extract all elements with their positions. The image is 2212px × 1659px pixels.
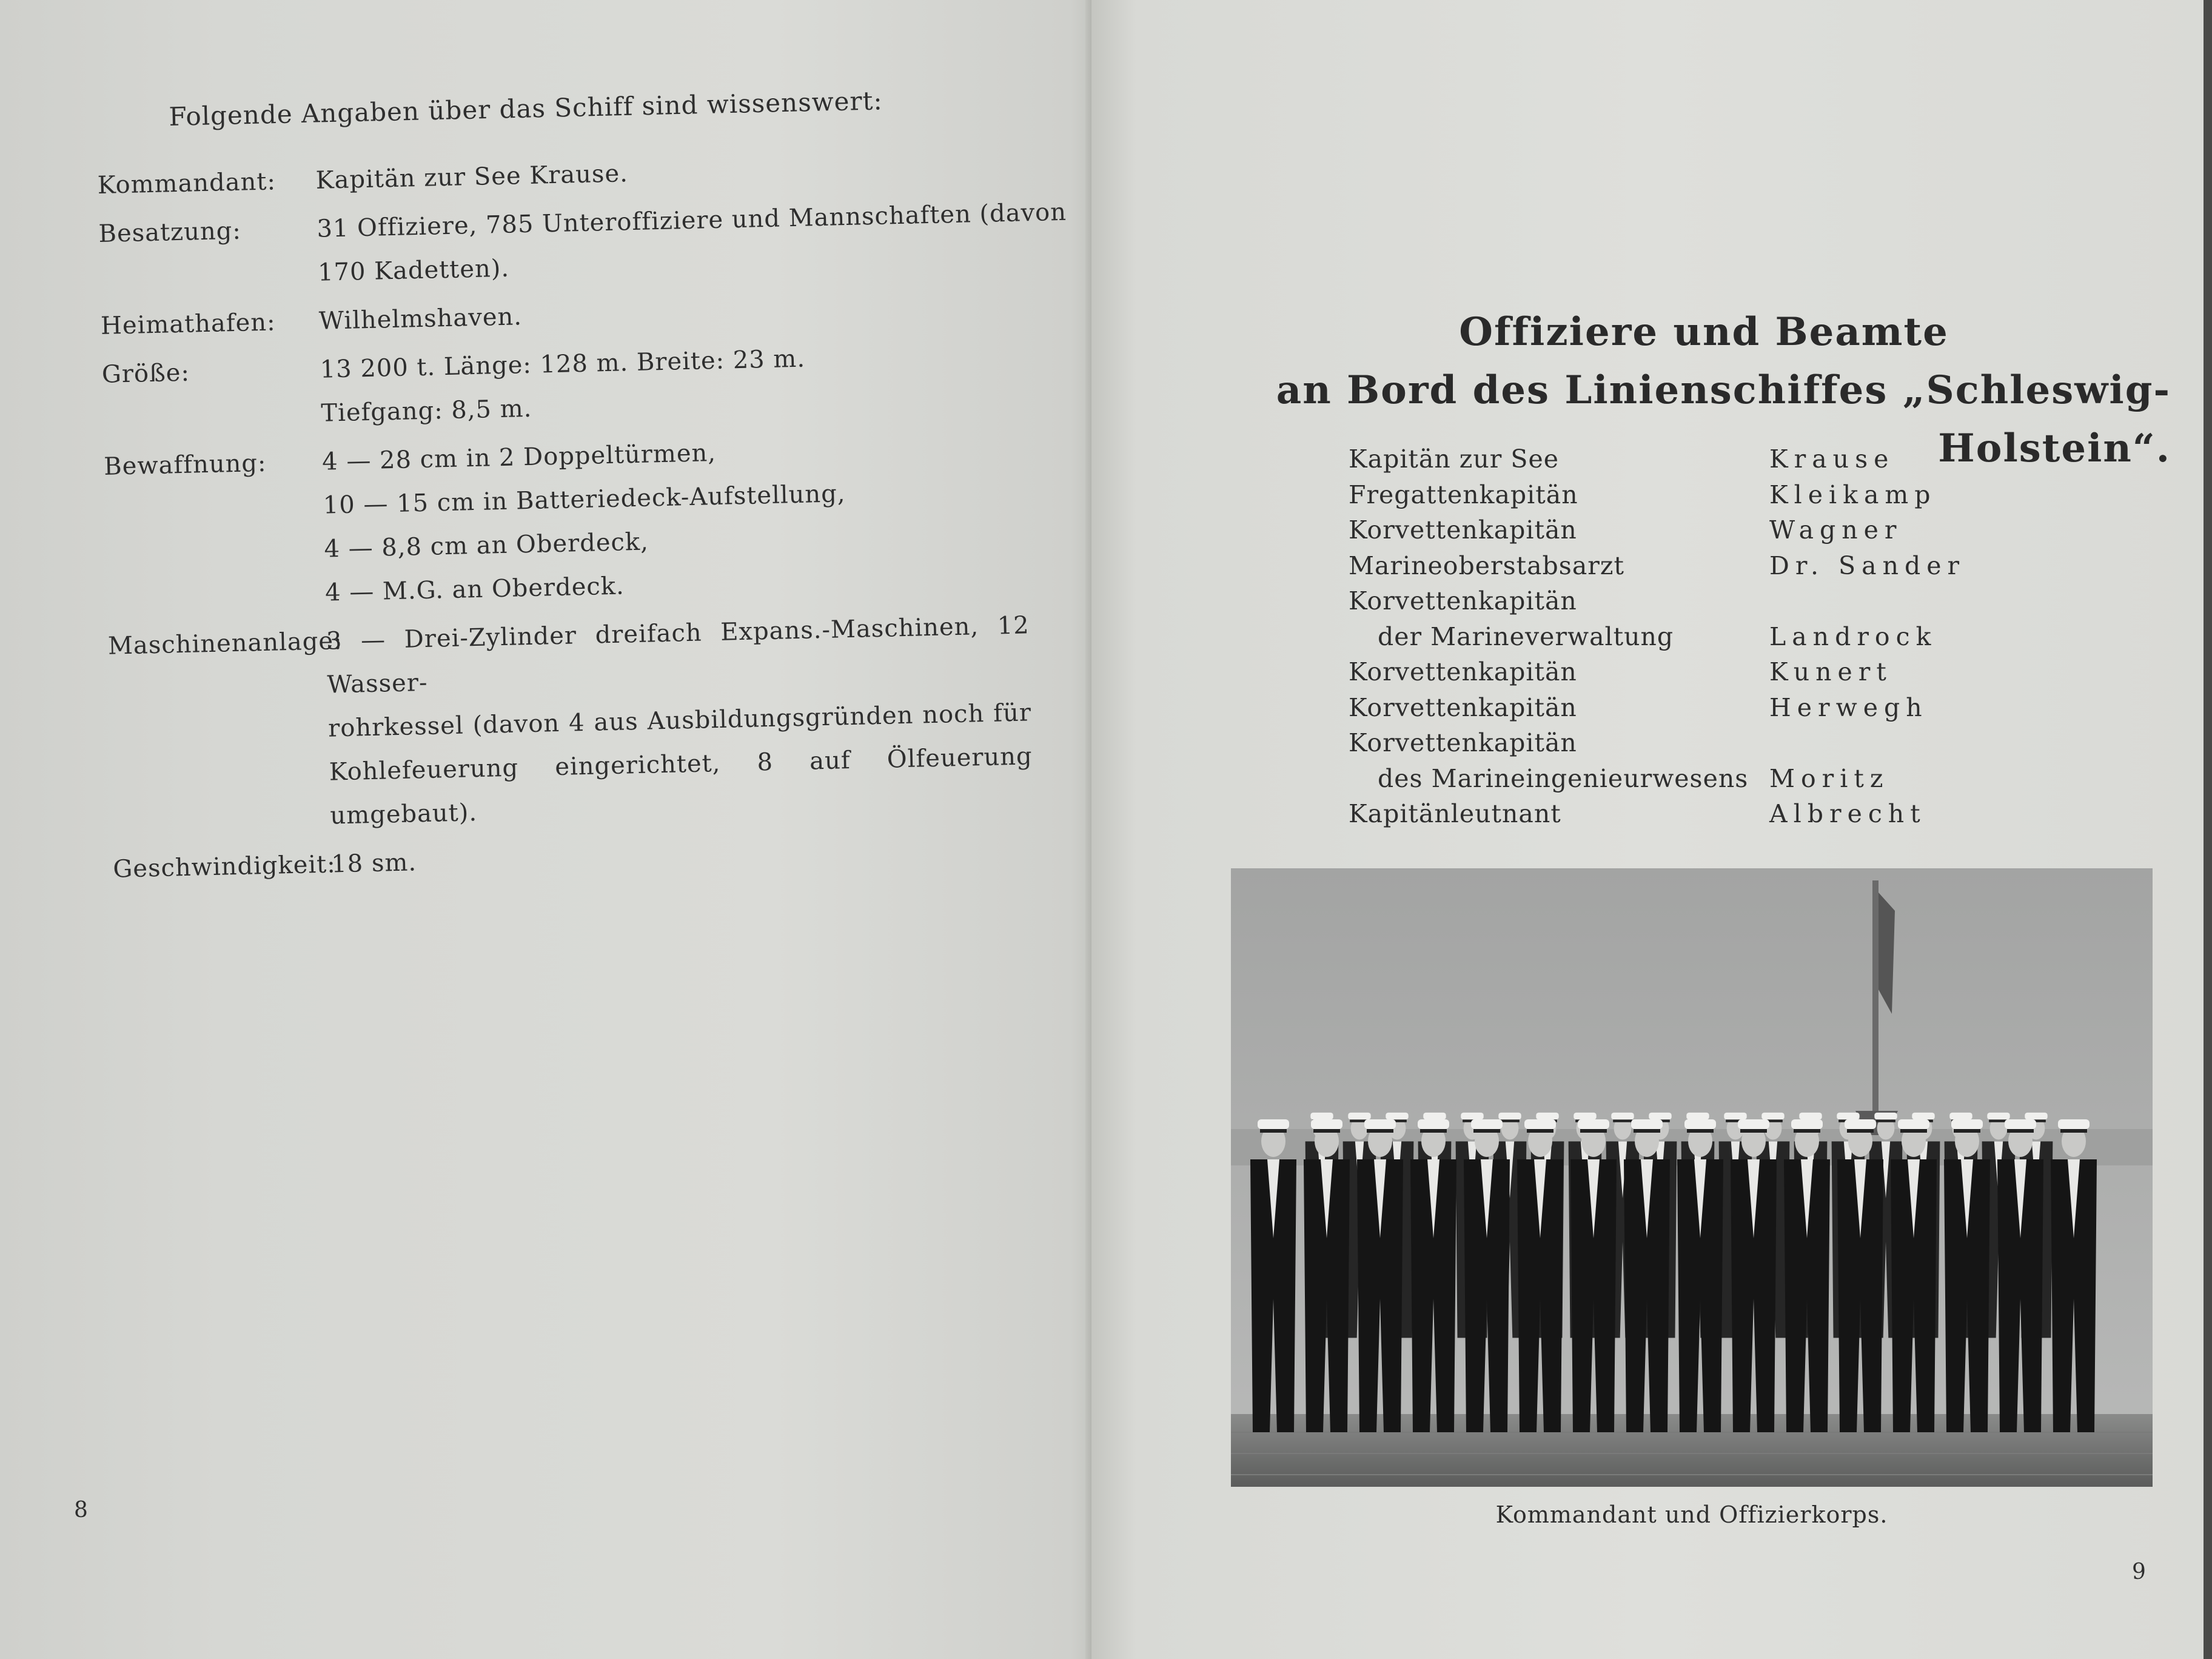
- spec-value: 18 sm.: [330, 848, 417, 879]
- photo-caption: Kommandant und Offizierkorps.: [1495, 1501, 1888, 1528]
- roster-rank: Korvettenkapitän: [1349, 728, 1577, 757]
- spec-row: [107, 603, 1034, 842]
- intro-text: Folgende Angaben über das Schiff sind wissenswert:: [169, 85, 883, 132]
- page-edge-shadow: [2204, 0, 2212, 1659]
- roster-rank: des Marineingenieurwesens: [1378, 763, 1749, 793]
- spec-row: [101, 332, 1025, 440]
- spec-value: Tiefgang: 8,5 m.: [320, 394, 532, 427]
- spec-label: Bewaffnung:: [103, 449, 267, 481]
- roster-row: [1349, 725, 1955, 761]
- spec-label: Maschinenanlage:: [107, 627, 343, 660]
- roster-name: Dr. Sander: [1769, 551, 1966, 580]
- roster-row: [1349, 761, 1955, 797]
- spec-value: 170 Kadetten).: [317, 254, 510, 287]
- roster-name: Landrock: [1769, 622, 1937, 651]
- roster-row: [1349, 796, 1955, 832]
- roster-name: Krause: [1769, 444, 1895, 474]
- spec-value: Kapitän zur See Krause.: [315, 159, 629, 195]
- group-photo-illustration: [1231, 868, 2153, 1487]
- spec-value: 3 — Drei-Zylinder dreifach Expans.-Maschinen, 12 Wasser-: [326, 611, 1030, 699]
- roster-row: [1349, 654, 1955, 690]
- roster-row: [1349, 690, 1955, 726]
- spec-row: [98, 191, 1067, 299]
- spec-label: Größe:: [101, 358, 190, 389]
- roster-rank: Korvettenkapitän: [1349, 515, 1577, 545]
- roster-row: [1349, 548, 1966, 584]
- roster-name: Kunert: [1769, 657, 1892, 686]
- spec-value: Wilhelmshaven.: [318, 303, 523, 335]
- spec-label: Geschwindigkeit:: [112, 850, 337, 883]
- spec-value: 4 — 8,8 cm an Oberdeck,: [323, 528, 649, 563]
- page-number-right: 9: [2132, 1560, 2146, 1584]
- roster-name: Herwegh: [1769, 692, 1928, 722]
- roster-name: Wagner: [1769, 515, 1903, 545]
- roster-rank: Kapitän zur See: [1349, 444, 1560, 474]
- spec-row: [104, 424, 1029, 619]
- spec-value: 31 Offiziere, 785 Unteroffiziere und Mannschaften (davon: [317, 198, 1067, 243]
- spec-value: Kohlefeuerung eingerichtet, 8 auf Ölfeuerung umgebaut).: [329, 742, 1033, 830]
- roster-rank: Korvettenkapitän: [1349, 657, 1577, 686]
- roster-row: [1349, 512, 1955, 548]
- roster-rank: Fregattenkapitän: [1349, 480, 1578, 509]
- roster-rank: Kapitänleutnant: [1349, 799, 1561, 828]
- spec-value: 10 — 15 cm in Batteriedeck-Aufstellung,: [323, 480, 846, 520]
- spec-label: Heimathafen:: [100, 308, 276, 340]
- roster-name: Albrecht: [1769, 799, 1926, 828]
- roster-rank: Korvettenkapitän: [1349, 692, 1577, 722]
- roster-row: [1349, 441, 1955, 477]
- spec-value: 13 200 t. Länge: 128 m. Breite: 23 m.: [320, 344, 806, 384]
- roster-row: [1349, 477, 1955, 513]
- group-photo: [1231, 868, 2153, 1487]
- officer-roster: [1349, 441, 1966, 832]
- roster-row: [1349, 619, 1955, 655]
- spec-label: Kommandant:: [97, 167, 276, 199]
- ship-specs: [97, 143, 1067, 896]
- roster-row: [1349, 583, 1955, 619]
- spec-value: 4 — M.G. an Oberdeck.: [324, 572, 625, 607]
- heading-line-2: an Bord des Linienschiffes „Schleswig-Holstein“.: [1276, 367, 2171, 471]
- roster-rank: Korvettenkapitän: [1349, 586, 1577, 615]
- heading-line-1: Offiziere und Beamte: [1459, 309, 1949, 355]
- spec-value: rohrkessel (davon 4 aus Ausbildungsgründen noch für: [327, 699, 1032, 743]
- roster-rank: der Marineverwaltung: [1378, 622, 1674, 651]
- page-number-left: 8: [74, 1498, 88, 1523]
- roster-rank: Marineoberstabsarzt: [1349, 551, 1624, 580]
- spec-value: 4 — 28 cm in 2 Doppeltürmen,: [321, 438, 717, 476]
- left-page: [0, 0, 1104, 1659]
- roster-name: Moritz: [1769, 763, 1889, 793]
- spec-label: Besatzung:: [98, 216, 242, 248]
- roster-name: Kleikamp: [1769, 480, 1937, 509]
